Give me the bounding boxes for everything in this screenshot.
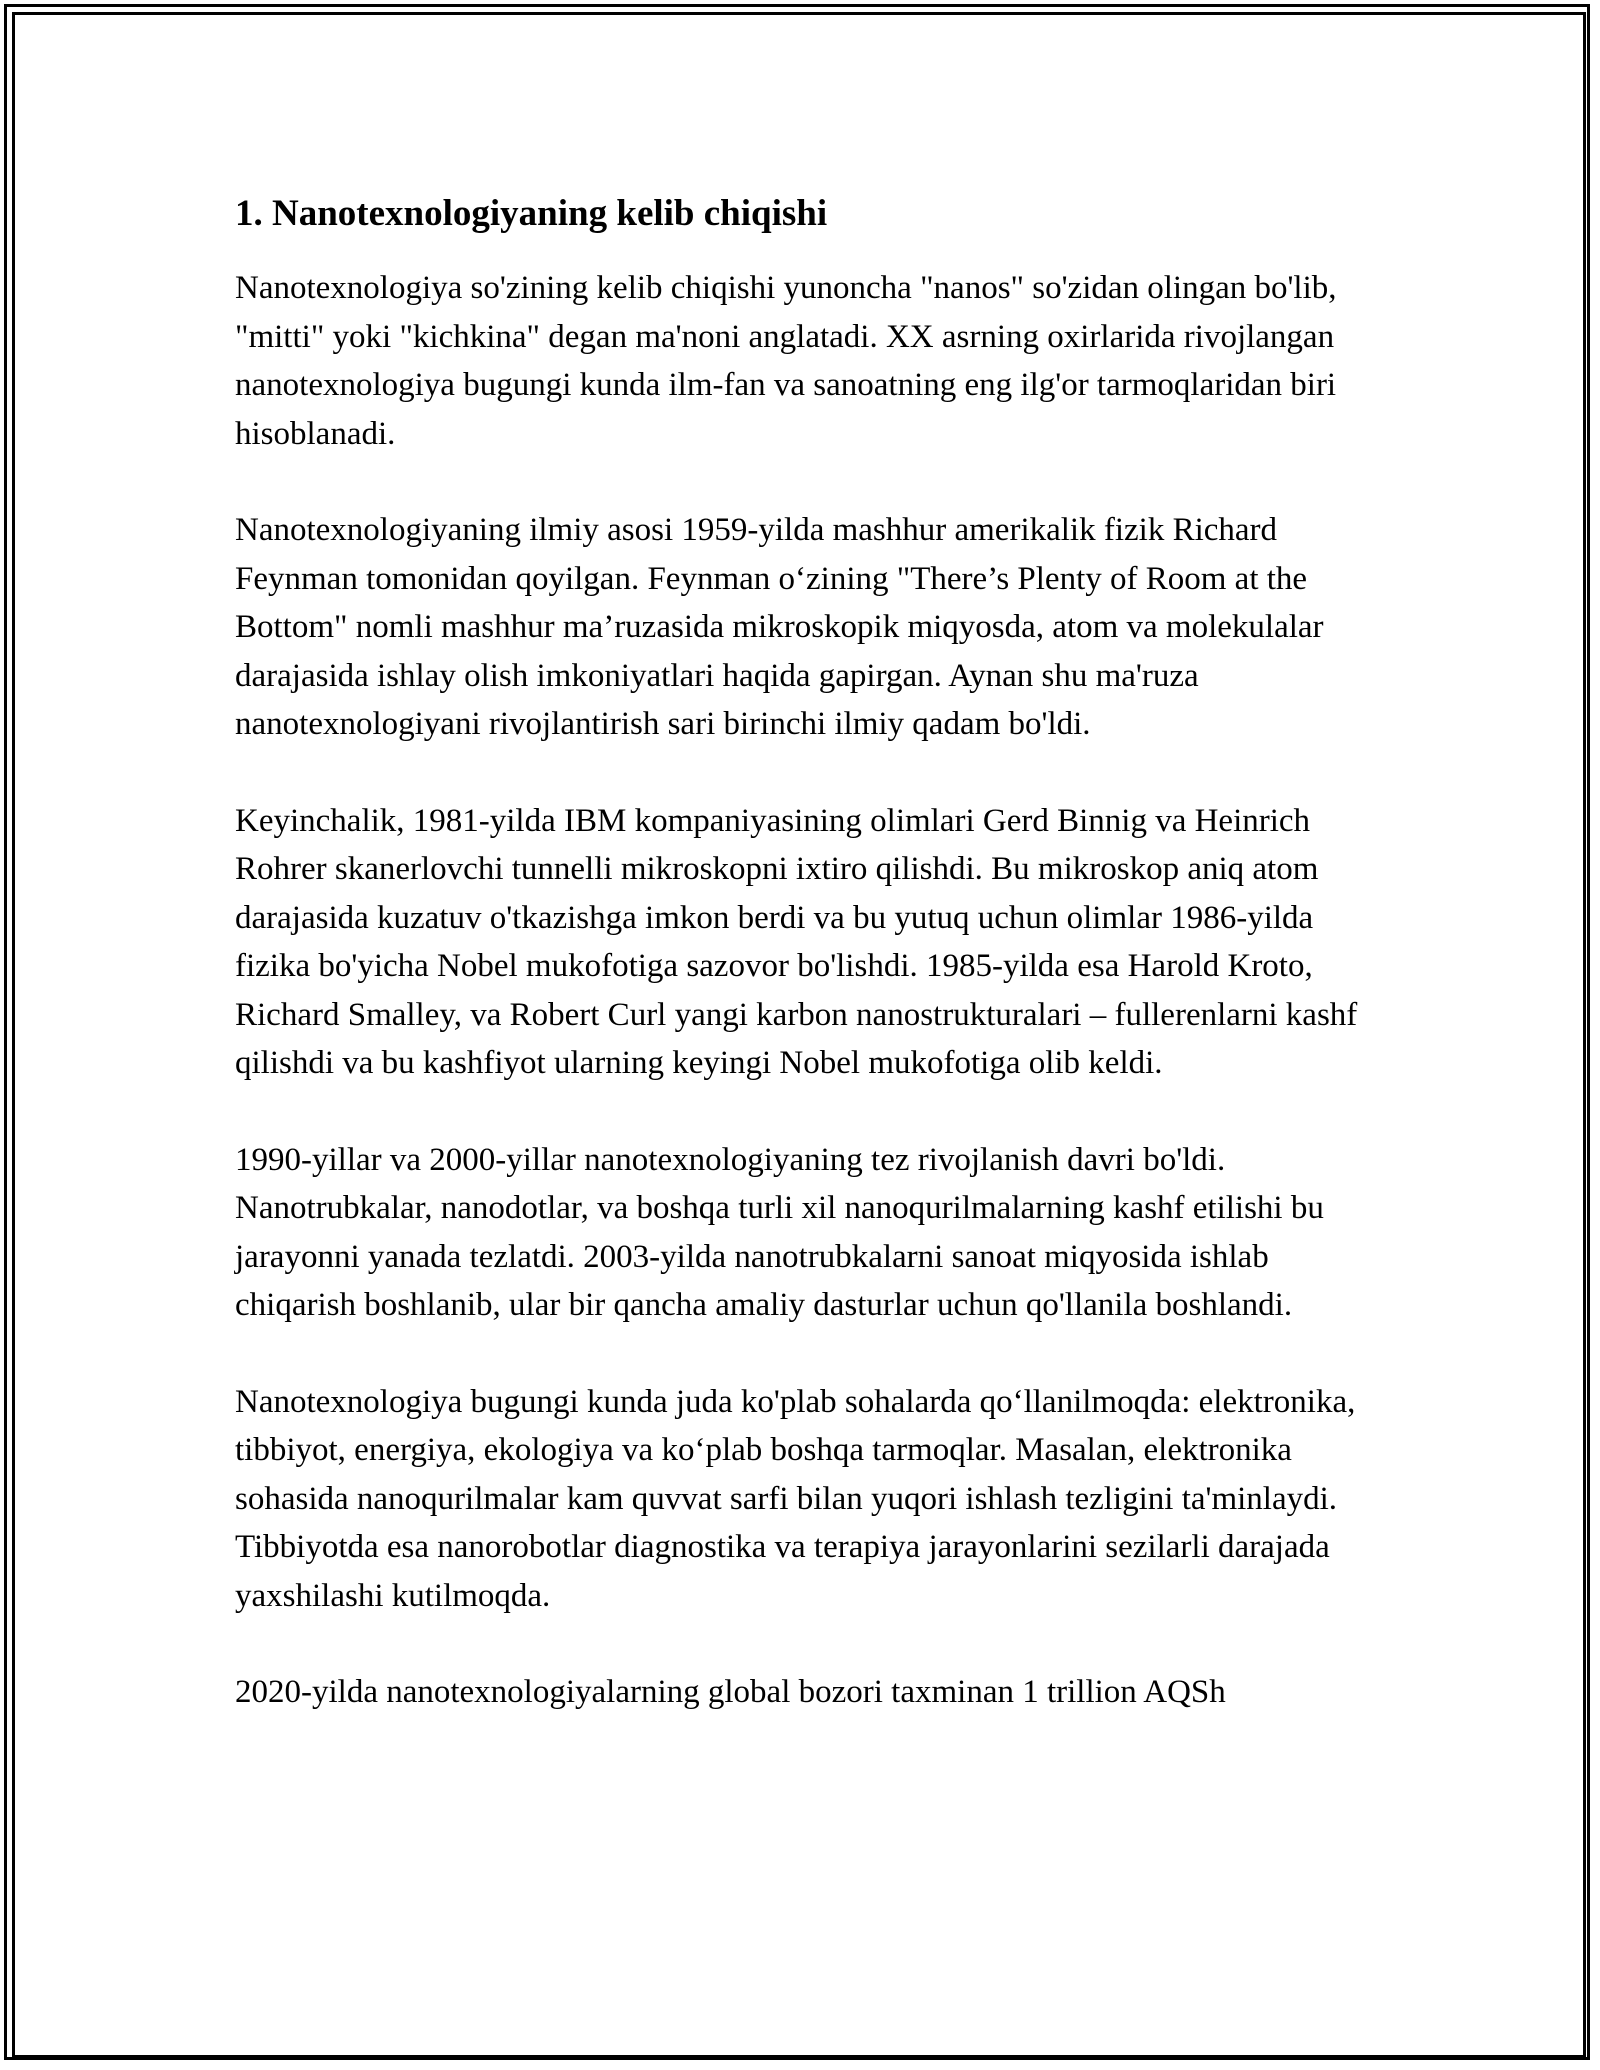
paragraph-etymology: Nanotexnologiya so'zining kelib chiqishi yunoncha "nanos" so'zidan olingan bo'lib, "mitti" yoki "kichkina" degan ma'noni anglatadi. XX asrning oxirlarida rivojlangan nanotexnologiya bugungi kunda ilm-fan va sanoatning eng ilg'or tarmoqlaridan biri hisoblanadi. (235, 270, 1337, 452)
paragraph-feynman: Nanotexnologiyaning ilmiy asosi 1959-yilda mashhur amerikalik fizik Richard Feynman tomonidan qoyilgan. Feynman o‘zining "There’s Plenty of Room at the Bottom" nomli mashhur ma’ruzasida mikroskopik miqyosda, atom va molekulalar darajasida ishlay olish imkoniyatlari haqida gapirgan. Aynan shu ma'ruza nanotexnologiyani rivojlantirish sari birinchi ilmiy qadam bo'ldi. (235, 512, 1324, 742)
paragraph-applications: Nanotexnologiya bugungi kunda juda ko'plab sohalarda qo‘llanilmoqda: elektronika, tibbiyot, energiya, ekologiya va ko‘plab boshqa tarmoqlar. Masalan, elektronika sohasida nanoqurilmalar kam quvvat sarfi bilan yuqori ishlash tezligini ta'minlaydi. Tibbiyotda esa nanorobotlar diagnostika va terapiya jarayonlarini sezilarli darajada yaxshilashi kutilmoqda. (235, 1383, 1356, 1614)
paragraph-microscope: Keyinchalik, 1981-yilda IBM kompaniyasining olimlari Gerd Binnig va Heinrich Rohrer skanerlovchi tunnelli mikroskopni ixtiro qilishdi. Bu mikroskop aniq atom darajasida kuzatuv o'tkazishga imkon berdi va bu yutuq uchun olimlar 1986-yilda fizika bo'yicha Nobel mukofotiga sazovor bo'lishdi. 1985-yilda esa Harold Kroto, Richard Smalley, va Robert Curl yangi karbon nanostrukturalari – fullerenlarni kashf qilishdi va bu kashfiyot ularning keyingi Nobel mukofotiga olib keldi. (235, 802, 1358, 1081)
document-body (235, 190, 1385, 1765)
section-heading: 1. Nanotexnologiyaning kelib chiqishi (235, 193, 828, 234)
paragraph-development: 1990-yillar va 2000-yillar nanotexnologiyaning tez rivojlanish davri bo'ldi. Nanotrubkalar, nanodotlar, va boshqa turli xil nanoqurilmalarning kashf etilishi bu jarayonni yanada tezlatdi. 2003-yilda nanotrubkalarni sanoat miqyosida ishlab chiqarish boshlanib, ular bir qancha amaliy dasturlar uchun qo'llanila boshlandi. (235, 1141, 1324, 1323)
paragraph-market: 2020-yilda nanotexnologiyalarning global bozori taxminan 1 trillion AQSh (235, 1674, 1226, 1710)
